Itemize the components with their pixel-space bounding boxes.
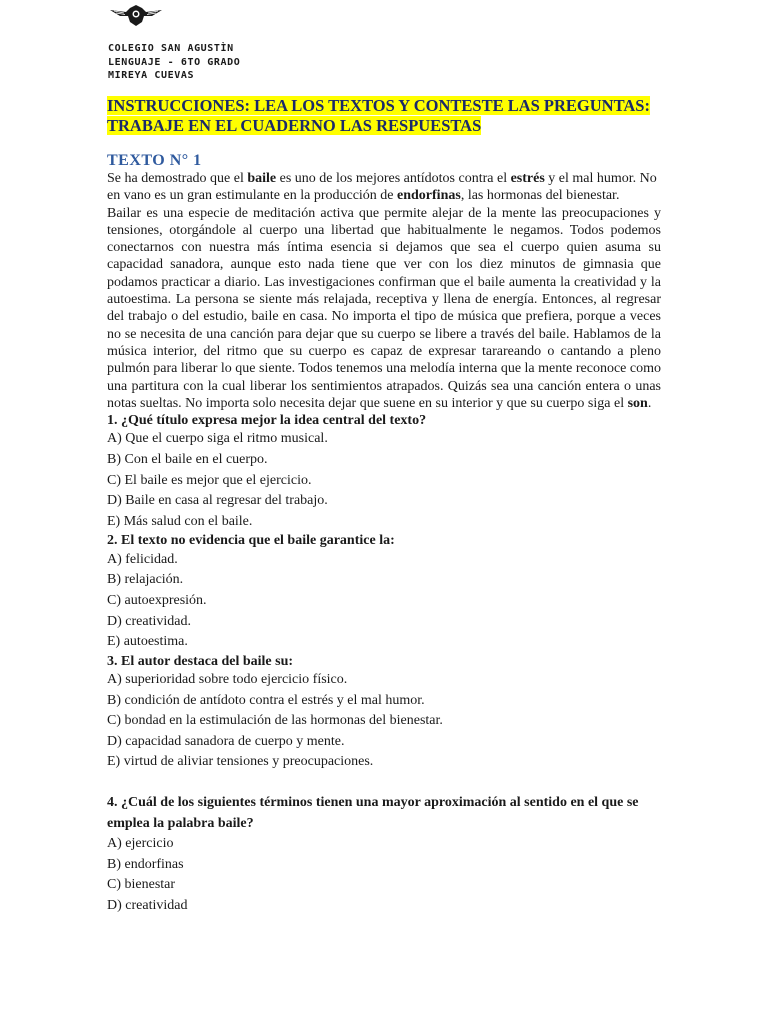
paragraph-2-text-c: . (647, 395, 652, 411)
instructions (107, 96, 667, 136)
keyword-son: son (627, 395, 648, 411)
q3-option-a: A) superioridad sobre todo ejercicio físico. (107, 671, 348, 687)
q2-option-a: A) felicidad. (107, 551, 178, 567)
school-name: COLEGIO SAN AGUSTÌN (108, 43, 234, 54)
q2-option-c: C) autoexpresión. (107, 592, 207, 608)
question-4: 4. ¿Cuál de los siguientes términos tienen una mayor aproximación al sentido en el que se emplea la palabra baile? (107, 794, 639, 831)
teacher-name: MIREYA CUEVAS (108, 70, 195, 81)
texto-title: TEXTO N° 1 (107, 152, 202, 169)
q3-option-e: E) virtud de aliviar tensiones y preocupaciones. (107, 754, 374, 770)
q3-option-d: D) capacidad sanadora de cuerpo y mente. (107, 733, 345, 749)
paragraph-1-text-c: es uno de los mejores antídotos contra el (276, 171, 511, 186)
q4-option-c: C) bienestar (107, 877, 176, 893)
q2-option-b: B) relajación. (107, 572, 184, 588)
paragraph-1-text-e: y el mal humor. No en vano es un gran estimulante en la producción de (107, 171, 657, 204)
q1-option-d: D) Baile en casa al regresar del trabajo. (107, 493, 328, 509)
subject-grade: LENGUAJE - 6TO GRADO (108, 56, 241, 68)
school-logo (108, 2, 164, 28)
q4-option-b: B) endorfinas (107, 856, 184, 872)
q1-option-a: A) Que el cuerpo siga el ritmo musical. (107, 431, 328, 447)
paragraph-2 (107, 205, 661, 413)
paragraph-1-text-a: Se ha demostrado que el (107, 171, 248, 186)
q4-option-d: D) creatividad (107, 897, 188, 913)
spacer (107, 773, 661, 793)
q4-option-a: A) ejercicio (107, 836, 174, 852)
instructions-line-2: TRABAJE EN EL CUADERNO LAS RESPUESTAS (107, 116, 482, 135)
keyword-estres: estrés (510, 171, 545, 186)
q3-option-b: B) condición de antídoto contra el estrés y el mal humor. (107, 692, 425, 708)
paragraph-2-text-a: Bailar es una especie de meditación activa que permite alejar de la mente las preocupaciones y tensiones, otorgándole al cuerpo una libertad que habitualmente le negamos. Todos podemos conectarnos con nuestra más íntima esencia si dejamos que sea el cuerpo quien asuma su capacidad sanadora, aunque esto nada tiene que ver con los diez minutos de gimnasia que podamos practicar a diario. Las investigaciones confirman que el baile aumenta la creatividad y la autoestima. La persona se siente más relajada, receptiva y llena de energía. Entonces, al regresar del trabajo o del estudio, baile en casa. No importa el tipo de música que prefiera, porque a veces no se necesita de una canción para dejar que su cuerpo se libere a través del baile. Hablamos de la música interior, del ritmo que su cuerpo es capaz de expresar tarareando o cantando a pleno pulmón para liberar lo que siente. Todos tenemos una melodía interna que la mente reconoce como una partitura con la cual liberar los sentimientos atrapados. Quizás sea una canción entera o unas notas sueltas. No importa solo necesita dejar que suene en su interior y que su cuerpo siga el (107, 205, 661, 411)
keyword-endorfinas: endorfinas (397, 188, 461, 204)
paragraph-1-text-g: , las hormonas del bienestar. (460, 188, 620, 204)
question-1: 1. ¿Qué título expresa mejor la idea central del texto? (107, 413, 427, 429)
paragraph-1 (107, 170, 661, 205)
document-body (107, 170, 661, 917)
q2-option-e: E) autoestima. (107, 634, 188, 650)
q3-option-c: C) bondad en la estimulación de las hormonas del bienestar. (107, 713, 443, 729)
school-header (108, 42, 240, 83)
q2-option-d: D) creatividad. (107, 613, 191, 629)
q1-option-e: E) Más salud con el baile. (107, 513, 253, 529)
keyword-baile: baile (247, 171, 277, 186)
instructions-line-1: INSTRUCCIONES: LEA LOS TEXTOS Y CONTESTE LAS PREGUNTAS: (107, 96, 650, 115)
q1-option-c: C) El baile es mejor que el ejercicio. (107, 472, 312, 488)
q1-option-b: B) Con el baile en el cuerpo. (107, 452, 268, 468)
question-3: 3. El autor destaca del baile su: (107, 653, 294, 669)
question-2: 2. El texto no evidencia que el baile garantice la: (107, 533, 395, 549)
